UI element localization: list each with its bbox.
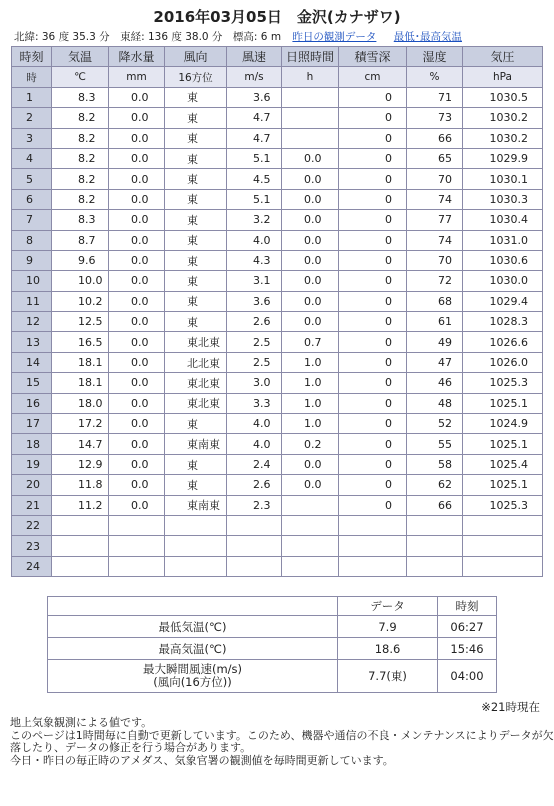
data-cell: 0.0	[282, 210, 339, 230]
data-cell: 0.0	[109, 434, 165, 454]
data-cell	[407, 515, 463, 535]
data-cell: 0.0	[109, 414, 165, 434]
data-cell: 48	[407, 393, 463, 413]
data-cell: 0	[339, 434, 407, 454]
table-row	[12, 312, 543, 332]
hour-cell: 8	[12, 230, 52, 250]
table-row	[12, 332, 543, 352]
hour-cell: 2	[12, 108, 52, 128]
table-row	[12, 250, 543, 270]
data-cell	[227, 536, 282, 556]
data-cell: 0.0	[109, 210, 165, 230]
column-header: 湿度	[407, 47, 463, 67]
data-cell: 0	[339, 373, 407, 393]
column-header: 風速	[227, 47, 282, 67]
unit-cell: h	[282, 67, 339, 87]
data-cell: 東北東	[165, 373, 227, 393]
data-cell: 3.0	[227, 373, 282, 393]
data-cell: 8.7	[52, 230, 109, 250]
data-cell: 0.0	[109, 475, 165, 495]
min-max-temp-link[interactable]: 最低･最高気温	[393, 31, 462, 43]
page-title: 2016年03月05日 金沢(カナザワ)	[153, 8, 401, 26]
data-cell: 1026.0	[463, 352, 543, 372]
hour-cell: 18	[12, 434, 52, 454]
table-row	[12, 515, 543, 535]
table-row	[12, 108, 543, 128]
data-cell: 0	[339, 312, 407, 332]
data-cell: 0	[339, 475, 407, 495]
data-cell: 0.0	[109, 312, 165, 332]
column-header: 気圧	[463, 47, 543, 67]
data-cell: 12.5	[52, 312, 109, 332]
data-cell: 北北東	[165, 352, 227, 372]
data-cell: 0.0	[109, 169, 165, 189]
table-row	[12, 556, 543, 576]
data-cell: 17.2	[52, 414, 109, 434]
data-cell: 1030.2	[463, 108, 543, 128]
summary-table	[47, 596, 497, 693]
data-cell: 1030.3	[463, 189, 543, 209]
data-cell: 18.0	[52, 393, 109, 413]
data-cell: 8.2	[52, 189, 109, 209]
summary-value: 7.9	[338, 616, 438, 638]
data-cell: 東	[165, 312, 227, 332]
hour-cell: 7	[12, 210, 52, 230]
table-row	[12, 148, 543, 168]
data-cell: 0	[339, 291, 407, 311]
data-cell: 0.0	[109, 373, 165, 393]
header-row	[12, 47, 543, 67]
data-cell: 0.0	[109, 291, 165, 311]
data-cell: 1025.3	[463, 373, 543, 393]
data-cell: 49	[407, 332, 463, 352]
data-cell: 東	[165, 148, 227, 168]
summary-row	[48, 638, 497, 660]
table-row	[12, 230, 543, 250]
data-cell	[463, 515, 543, 535]
table-row	[12, 495, 543, 515]
data-cell: 52	[407, 414, 463, 434]
data-cell: 東	[165, 87, 227, 107]
data-cell: 1.0	[282, 373, 339, 393]
summary-time: 06:27	[438, 616, 497, 638]
data-cell: 2.5	[227, 352, 282, 372]
summary-header-cell	[48, 597, 338, 616]
data-cell	[109, 556, 165, 576]
data-cell: 5.1	[227, 148, 282, 168]
data-cell: 1030.4	[463, 210, 543, 230]
data-cell	[463, 536, 543, 556]
data-cell: 8.3	[52, 210, 109, 230]
summary-time: 04:00	[438, 660, 497, 693]
data-cell: 1025.1	[463, 393, 543, 413]
data-cell: 0.0	[282, 291, 339, 311]
data-cell	[282, 108, 339, 128]
summary-header-cell: 時刻	[438, 597, 497, 616]
note-line: 今日・昨日の毎正時のアメダス、気象官署の観測値を毎時間更新しています。	[10, 753, 394, 767]
data-cell: 1029.4	[463, 291, 543, 311]
table-row	[12, 189, 543, 209]
summary-value: 18.6	[338, 638, 438, 660]
data-cell: 18.1	[52, 352, 109, 372]
data-cell: 3.3	[227, 393, 282, 413]
data-cell	[463, 556, 543, 576]
summary-label: 最高気温(℃)	[48, 638, 338, 660]
data-cell: 70	[407, 250, 463, 270]
hourly-observation-table	[11, 46, 543, 577]
data-cell: 0	[339, 148, 407, 168]
hour-cell: 21	[12, 495, 52, 515]
data-cell: 74	[407, 230, 463, 250]
data-cell: 77	[407, 210, 463, 230]
table-row	[12, 536, 543, 556]
data-cell: 55	[407, 434, 463, 454]
data-cell: 14.7	[52, 434, 109, 454]
hour-cell: 22	[12, 515, 52, 535]
data-cell: 3.2	[227, 210, 282, 230]
unit-cell: %	[407, 67, 463, 87]
summary-label: 最低気温(℃)	[48, 616, 338, 638]
data-cell: 3.6	[227, 87, 282, 107]
data-cell: 0.0	[109, 271, 165, 291]
data-cell: 東北東	[165, 393, 227, 413]
data-cell: 16.5	[52, 332, 109, 352]
data-cell: 0.0	[109, 148, 165, 168]
data-cell: 2.6	[227, 312, 282, 332]
data-cell: 1025.1	[463, 475, 543, 495]
data-cell: 東	[165, 189, 227, 209]
data-cell: 1030.6	[463, 250, 543, 270]
data-cell	[407, 536, 463, 556]
data-cell: 0	[339, 189, 407, 209]
hour-cell: 19	[12, 454, 52, 474]
data-cell: 0	[339, 87, 407, 107]
data-cell: 11.2	[52, 495, 109, 515]
data-cell: 0.0	[282, 230, 339, 250]
data-cell: 61	[407, 312, 463, 332]
data-cell: 1025.1	[463, 434, 543, 454]
hour-cell: 23	[12, 536, 52, 556]
data-cell: 東	[165, 108, 227, 128]
data-cell: 74	[407, 189, 463, 209]
data-cell: 0	[339, 108, 407, 128]
data-cell: 0.0	[109, 189, 165, 209]
table-row	[12, 291, 543, 311]
data-cell: 8.2	[52, 108, 109, 128]
data-cell: 73	[407, 108, 463, 128]
data-cell: 4.0	[227, 434, 282, 454]
table-row	[12, 128, 543, 148]
data-cell: 0.0	[109, 454, 165, 474]
data-cell: 72	[407, 271, 463, 291]
data-cell: 62	[407, 475, 463, 495]
data-cell: 0.0	[109, 250, 165, 270]
column-header: 積雪深	[339, 47, 407, 67]
data-cell: 1029.9	[463, 148, 543, 168]
column-header: 気温	[52, 47, 109, 67]
data-cell: 0.0	[109, 87, 165, 107]
data-cell: 1030.1	[463, 169, 543, 189]
data-cell	[282, 536, 339, 556]
data-cell: 0	[339, 393, 407, 413]
table-row	[12, 454, 543, 474]
table-row	[12, 434, 543, 454]
data-cell: 18.1	[52, 373, 109, 393]
data-cell: 1030.2	[463, 128, 543, 148]
hour-cell: 6	[12, 189, 52, 209]
data-cell: 東	[165, 414, 227, 434]
data-cell: 1025.3	[463, 495, 543, 515]
data-cell: 4.0	[227, 230, 282, 250]
data-cell: 1025.4	[463, 454, 543, 474]
data-cell: 0	[339, 271, 407, 291]
data-cell: 65	[407, 148, 463, 168]
data-cell: 1030.0	[463, 271, 543, 291]
summary-row	[48, 616, 497, 638]
data-cell	[227, 556, 282, 576]
data-cell: 68	[407, 291, 463, 311]
station-location: 北緯: 36 度 35.3 分 東経: 136 度 38.0 分 標高: 6 m	[14, 31, 282, 43]
unit-cell: cm	[339, 67, 407, 87]
data-cell: 東	[165, 169, 227, 189]
hour-cell: 16	[12, 393, 52, 413]
column-header: 降水量	[109, 47, 165, 67]
unit-cell: 時	[12, 67, 52, 87]
data-cell: 0	[339, 454, 407, 474]
table-row	[12, 475, 543, 495]
data-cell: 0.0	[109, 230, 165, 250]
data-cell: 46	[407, 373, 463, 393]
hour-cell: 20	[12, 475, 52, 495]
data-cell: 4.7	[227, 128, 282, 148]
data-cell: 70	[407, 169, 463, 189]
column-header: 時刻	[12, 47, 52, 67]
unit-cell: 16方位	[165, 67, 227, 87]
data-cell: 2.3	[227, 495, 282, 515]
data-cell: 0.0	[282, 169, 339, 189]
data-cell: 0.0	[109, 352, 165, 372]
summary-time: 15:46	[438, 638, 497, 660]
data-cell: 0	[339, 230, 407, 250]
data-cell: 3.6	[227, 291, 282, 311]
unit-cell: ℃	[52, 67, 109, 87]
hour-cell: 11	[12, 291, 52, 311]
data-cell: 4.7	[227, 108, 282, 128]
data-cell	[282, 495, 339, 515]
data-cell: 0	[339, 210, 407, 230]
data-cell: 1.0	[282, 352, 339, 372]
hour-cell: 13	[12, 332, 52, 352]
data-cell: 8.2	[52, 128, 109, 148]
data-cell	[165, 556, 227, 576]
data-cell: 0	[339, 128, 407, 148]
data-cell: 4.0	[227, 414, 282, 434]
summary-value: 7.7(東)	[338, 660, 438, 693]
table-row	[12, 271, 543, 291]
data-cell	[282, 515, 339, 535]
data-cell: 47	[407, 352, 463, 372]
data-cell	[282, 87, 339, 107]
data-cell: 2.5	[227, 332, 282, 352]
note-line: 地上気象観測による値です。	[10, 716, 153, 730]
data-cell: 0	[339, 495, 407, 515]
summary-row	[48, 660, 497, 693]
data-cell	[109, 536, 165, 556]
data-cell: 0	[339, 250, 407, 270]
hour-cell: 4	[12, 148, 52, 168]
hour-cell: 1	[12, 87, 52, 107]
hour-cell: 5	[12, 169, 52, 189]
data-cell	[339, 536, 407, 556]
note-line: このページは1時間毎に自動で更新しています。このため、機器や通信の不良・メンテナンスによりデータが欠落したり、データの修正を行う場合があります。	[10, 728, 554, 755]
summary-label: 最大瞬間風速(m/s) (風向(16方位))	[48, 660, 338, 693]
data-cell	[52, 515, 109, 535]
data-cell: 3.1	[227, 271, 282, 291]
data-cell: 8.2	[52, 169, 109, 189]
data-cell: 東	[165, 291, 227, 311]
data-cell	[52, 536, 109, 556]
table-row	[12, 169, 543, 189]
data-cell: 11.8	[52, 475, 109, 495]
data-cell: 0.0	[282, 250, 339, 270]
data-cell: 1031.0	[463, 230, 543, 250]
table-row	[12, 87, 543, 107]
data-cell: 0	[339, 332, 407, 352]
summary-header-cell: データ	[338, 597, 438, 616]
data-cell: 8.3	[52, 87, 109, 107]
data-cell: 0.0	[282, 475, 339, 495]
data-cell	[109, 515, 165, 535]
data-cell: 1024.9	[463, 414, 543, 434]
hour-cell: 3	[12, 128, 52, 148]
data-cell: 0	[339, 414, 407, 434]
data-cell: 0.0	[109, 393, 165, 413]
data-cell: 0.0	[109, 495, 165, 515]
data-cell	[52, 556, 109, 576]
hour-cell: 9	[12, 250, 52, 270]
data-cell: 2.4	[227, 454, 282, 474]
table-row	[12, 352, 543, 372]
data-cell: 5.1	[227, 189, 282, 209]
data-cell: 東	[165, 230, 227, 250]
table-row	[12, 393, 543, 413]
data-cell	[165, 515, 227, 535]
summary-header-row	[48, 597, 497, 616]
data-cell	[282, 556, 339, 576]
table-row	[12, 414, 543, 434]
data-cell	[339, 556, 407, 576]
data-cell: 0.0	[282, 189, 339, 209]
data-cell: 10.0	[52, 271, 109, 291]
data-cell: 東南東	[165, 495, 227, 515]
unit-cell: mm	[109, 67, 165, 87]
data-cell: 0.0	[282, 148, 339, 168]
data-cell: 東北東	[165, 332, 227, 352]
data-cell: 東	[165, 128, 227, 148]
data-cell: 71	[407, 87, 463, 107]
data-cell: 0	[339, 352, 407, 372]
data-cell: 東	[165, 271, 227, 291]
data-cell: 12.9	[52, 454, 109, 474]
table-row	[12, 373, 543, 393]
as-of-note: ※21時現在	[481, 700, 540, 715]
data-cell: 8.2	[52, 148, 109, 168]
data-cell	[227, 515, 282, 535]
data-cell: 0.0	[109, 332, 165, 352]
data-cell: 0	[339, 169, 407, 189]
data-cell: 66	[407, 128, 463, 148]
data-cell: 1.0	[282, 393, 339, 413]
hour-cell: 14	[12, 352, 52, 372]
data-cell: 66	[407, 495, 463, 515]
data-cell: 東	[165, 210, 227, 230]
notes	[0, 717, 554, 767]
data-cell: 0.7	[282, 332, 339, 352]
data-cell: 1026.6	[463, 332, 543, 352]
data-cell: 1028.3	[463, 312, 543, 332]
data-cell: 東	[165, 454, 227, 474]
data-cell: 0.0	[282, 271, 339, 291]
units-row	[12, 67, 543, 87]
table-row	[12, 210, 543, 230]
data-cell	[282, 128, 339, 148]
data-cell: 0.0	[282, 454, 339, 474]
data-cell	[407, 556, 463, 576]
data-cell: 東南東	[165, 434, 227, 454]
data-cell: 0.0	[109, 128, 165, 148]
unit-cell: m/s	[227, 67, 282, 87]
data-cell: 58	[407, 454, 463, 474]
data-cell: 0.0	[109, 108, 165, 128]
hour-cell: 15	[12, 373, 52, 393]
hour-cell: 12	[12, 312, 52, 332]
data-cell: 4.3	[227, 250, 282, 270]
unit-cell: hPa	[463, 67, 543, 87]
yesterday-data-link[interactable]: 昨日の観測データ	[292, 31, 377, 43]
hour-cell: 10	[12, 271, 52, 291]
data-cell: 東	[165, 250, 227, 270]
data-cell: 10.2	[52, 291, 109, 311]
column-header: 風向	[165, 47, 227, 67]
data-cell: 2.6	[227, 475, 282, 495]
hour-cell: 24	[12, 556, 52, 576]
column-header: 日照時間	[282, 47, 339, 67]
data-cell: 4.5	[227, 169, 282, 189]
data-cell: 1030.5	[463, 87, 543, 107]
hour-cell: 17	[12, 414, 52, 434]
data-cell: 9.6	[52, 250, 109, 270]
data-cell: 0.2	[282, 434, 339, 454]
data-cell: 東	[165, 475, 227, 495]
data-cell	[165, 536, 227, 556]
data-cell: 0.0	[282, 312, 339, 332]
data-cell	[339, 515, 407, 535]
data-cell: 1.0	[282, 414, 339, 434]
station-info	[0, 28, 554, 46]
